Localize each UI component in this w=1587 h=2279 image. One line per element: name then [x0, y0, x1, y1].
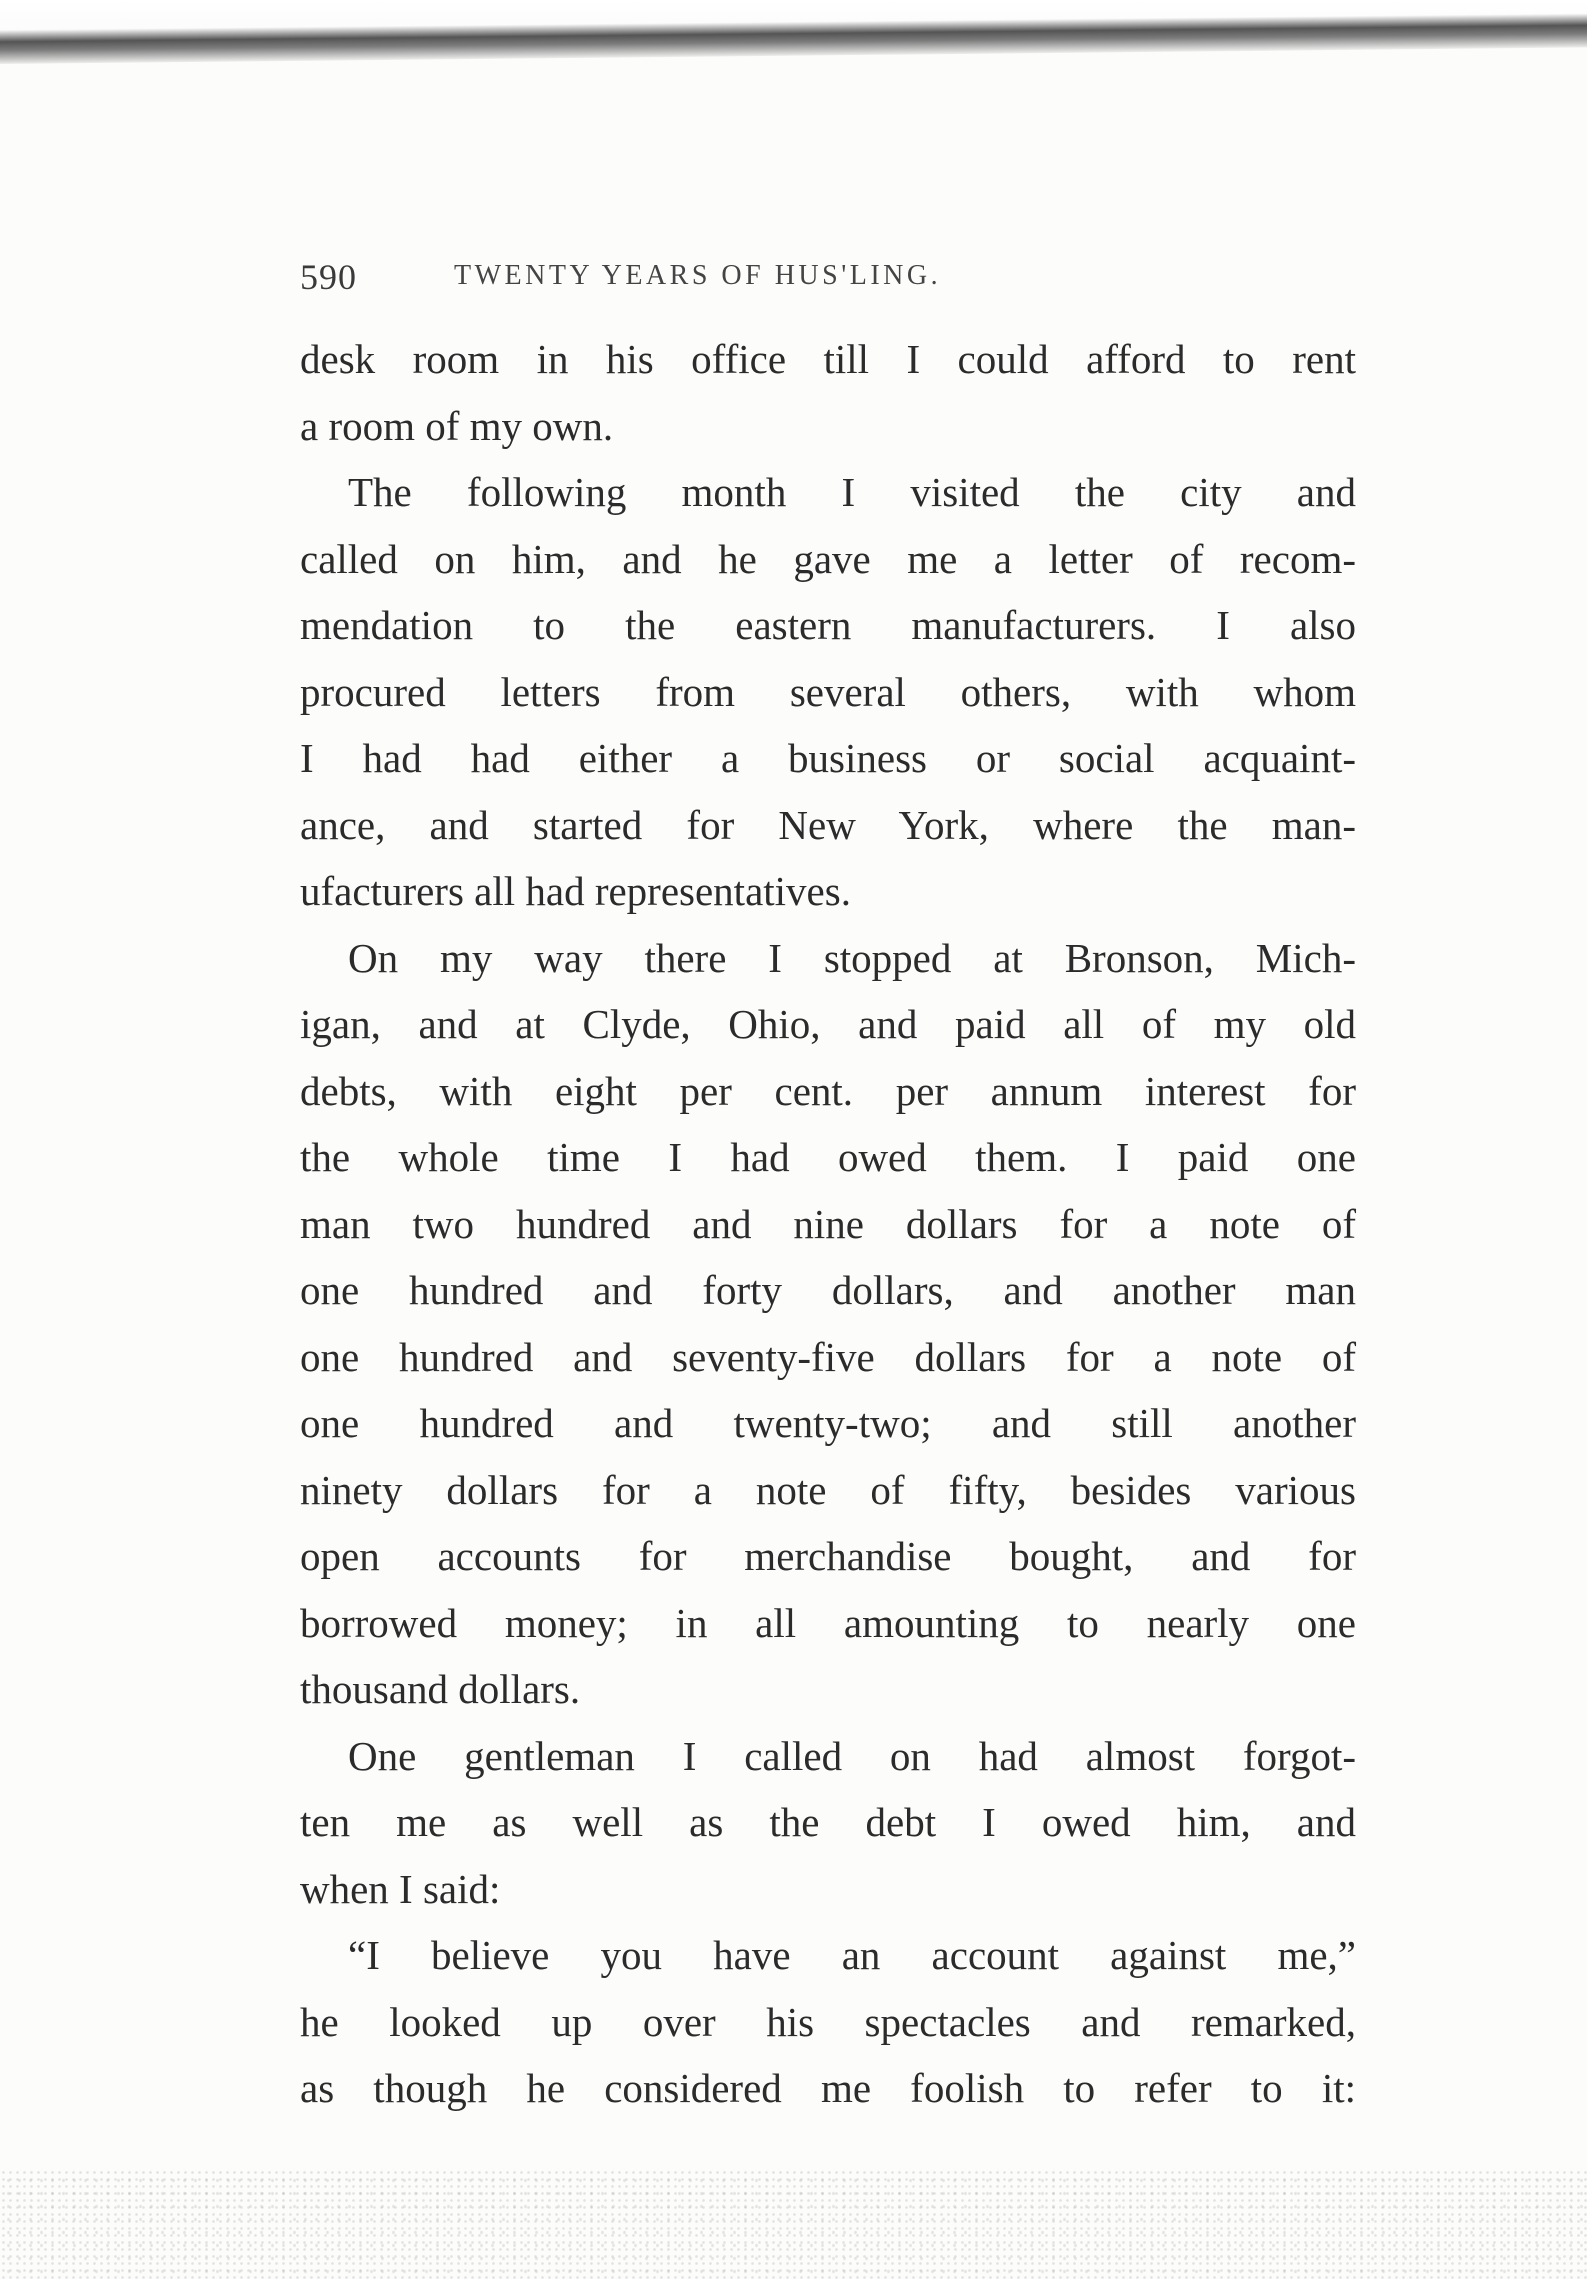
- text-line: On my way there I stopped at Bronson, Mich-: [348, 934, 1356, 981]
- text-line: when I said:: [300, 1865, 501, 1912]
- text-line: igan, and at Clyde, Ohio, and paid all of my old: [300, 1001, 1356, 1047]
- page-number: 590: [300, 257, 357, 297]
- text-line: ance, and started for New York, where the man-: [300, 801, 1356, 848]
- running-head-title: TWENTY YEARS OF HUS'LING.: [454, 260, 942, 291]
- body-text: [300, 326, 1356, 2122]
- text-line: a room of my own.: [300, 402, 614, 449]
- text-line: “I believe you have an account against me,”: [348, 1932, 1356, 1978]
- text-line: ninety dollars for a note of fifty, besides various: [300, 1466, 1356, 1513]
- text-line: man two hundred and nine dollars for a note of: [300, 1200, 1356, 1247]
- text-line: ten me as well as the debt I owed him, and: [300, 1799, 1356, 1845]
- text-line: as though he considered me foolish to refer to it:: [300, 2065, 1356, 2111]
- text-line: One gentleman I called on had almost forgot-: [348, 1732, 1356, 1779]
- text-line: procured letters from several others, with whom: [300, 668, 1356, 715]
- text-line: one hundred and twenty-two; and still another: [300, 1400, 1356, 1446]
- text-line: ufacturers all had representatives.: [300, 868, 851, 914]
- text-line: thousand dollars.: [300, 1666, 581, 1712]
- text-line: borrowed money; in all amounting to nearly one: [300, 1599, 1356, 1646]
- text-line: I had had either a business or social acquaint-: [300, 735, 1356, 781]
- text-line: the whole time I had owed them. I paid one: [300, 1134, 1356, 1180]
- text-line: called on him, and he gave me a letter of recom-: [300, 535, 1356, 582]
- text-line: open accounts for merchandise bought, and for: [300, 1533, 1356, 1579]
- text-line: debts, with eight per cent. per annum interest for: [300, 1067, 1356, 1114]
- text-line: The following month I visited the city and: [348, 469, 1356, 515]
- scan-bottom-noise: [0, 2169, 1587, 2279]
- running-head: [300, 256, 1360, 306]
- text-line: one hundred and seventy-five dollars for a note of: [300, 1333, 1356, 1380]
- text-line: desk room in his office till I could afford to rent: [300, 336, 1356, 382]
- text-line: mendation to the eastern manufacturers. I also: [300, 602, 1356, 648]
- text-line: one hundred and forty dollars, and another man: [300, 1267, 1356, 1313]
- text-line: he looked up over his spectacles and remarked,: [300, 1998, 1356, 2045]
